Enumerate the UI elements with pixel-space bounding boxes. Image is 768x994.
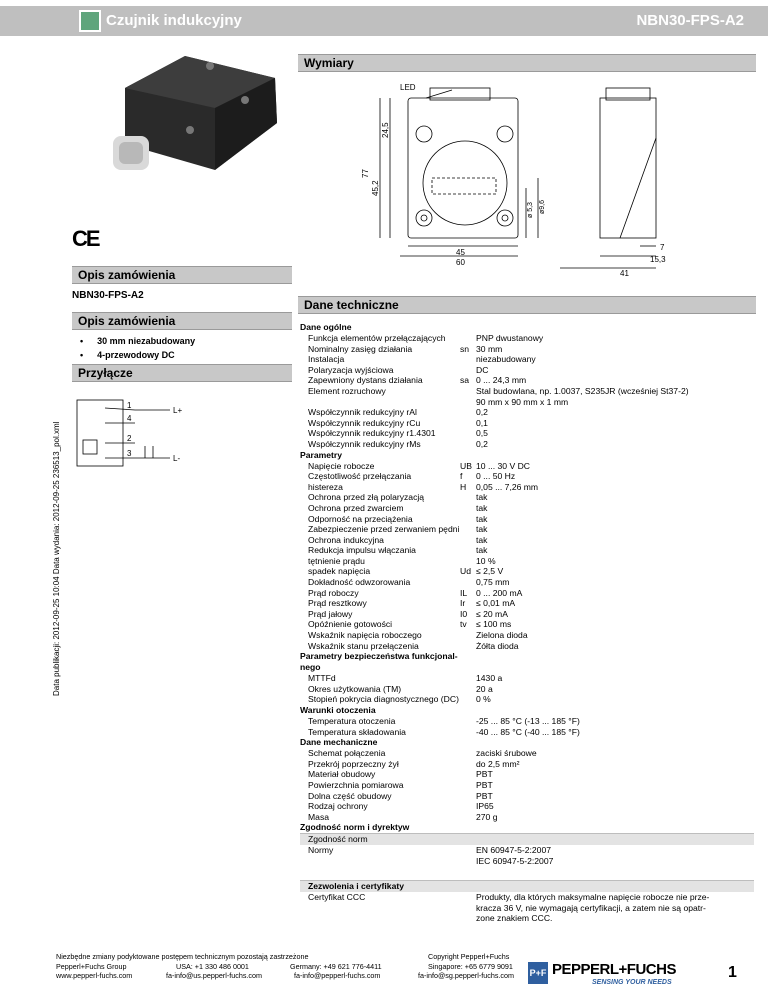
dim-45-2: 45,2 [371, 180, 380, 196]
feature-list [80, 334, 195, 362]
tech-label: Współczynnik redukcyjny r1.4301 [308, 428, 436, 439]
tech-value: -40 ... 85 °C (-40 ... 185 °F) [476, 726, 580, 737]
tech-symbol [460, 673, 476, 684]
tech-symbol [460, 716, 476, 727]
tech-row [300, 333, 754, 344]
tech-value: 0 ... 50 Hz [476, 471, 516, 482]
tech-row [300, 619, 754, 630]
tech-value: -25 ... 85 °C (-13 ... 185 °F) [476, 716, 580, 726]
tech-symbol [460, 812, 476, 823]
wiring-diagram [75, 398, 195, 478]
tech-label: Ochrona przed zwarciem [308, 502, 404, 513]
tech-group-heading: Dane mechaniczne [300, 737, 378, 748]
tech-symbol [460, 769, 476, 780]
tech-value: 1430 a [476, 673, 503, 684]
tech-symbol [460, 365, 476, 376]
tech-label: Rodzaj ochrony [308, 801, 368, 812]
tech-row [300, 545, 754, 556]
footer-usa: USA: +1 330 486 0001 [176, 962, 249, 971]
tech-value: ≤ 0,01 mA [476, 598, 516, 609]
footer-note: Niezbędne zmiany podyktowane postępem technicznym pozostają zastrzeżone [56, 952, 309, 961]
tech-group-heading: Parametry bezpieczeństwa funkcjonal- [300, 651, 458, 662]
tech-value: ≤ 100 ms [476, 619, 512, 630]
publication-info: Data publikacji: 2012-09-25 10:04 Data wydania: 2012-09-25 236513_pol.xml [52, 421, 61, 696]
tech-row [300, 769, 754, 780]
page-number: 1 [728, 964, 737, 981]
tech-value: IP65 [476, 801, 494, 812]
feature-item: • 30 mm niezabudowany [80, 334, 195, 348]
tech-group-heading: Warunki otoczenia [300, 705, 376, 715]
tech-symbol: H [460, 481, 467, 492]
tech-value: PBT [476, 769, 493, 780]
tech-value: 0 % [476, 694, 491, 705]
label-l-plus: L+ [173, 406, 183, 415]
tech-row [300, 791, 754, 802]
tech-row [300, 514, 754, 525]
tech-value: 0,2 [476, 407, 488, 418]
tech-group-heading: nego [300, 662, 321, 673]
tech-value: IEC 60947-5-2:2007 [476, 855, 554, 866]
tech-symbol [460, 524, 476, 535]
tech-value: 20 a [476, 683, 493, 694]
tech-label: histereza [308, 481, 343, 492]
tech-symbol [460, 892, 476, 903]
tech-group-heading: Zezwolenia i certyfikaty [300, 880, 754, 892]
tech-row [300, 598, 754, 609]
tech-label: Prąd jałowy [308, 608, 353, 619]
tech-row [300, 407, 754, 418]
tech-label [300, 903, 460, 914]
tech-value: tak [476, 534, 488, 545]
tech-label: Wskaźnik napięcia roboczego [308, 630, 422, 641]
tech-row [300, 780, 754, 791]
tech-label: Zabezpieczenie przed zerwaniem pędni [308, 524, 460, 535]
tech-label: Częstotliwość przełączania [308, 471, 412, 482]
tech-symbol: Ud [460, 566, 471, 577]
tech-value: 0,1 [476, 417, 488, 428]
tech-label: Prąd roboczy [308, 587, 359, 598]
order-code: NBN30-FPS-A2 [72, 290, 144, 301]
tech-group-heading: Dane ogólne [300, 322, 352, 332]
logo-tagline: SENSING YOUR NEEDS [592, 979, 672, 986]
tech-symbol [460, 577, 476, 588]
tech-value: 270 g [476, 811, 498, 822]
tech-symbol [460, 801, 476, 812]
pin-3: 3 [127, 449, 132, 458]
tech-row [300, 759, 754, 770]
tech-symbol [460, 535, 476, 546]
dimension-drawing [360, 78, 752, 288]
tech-value: Żółta dioda [476, 640, 519, 651]
tech-symbol: tv [460, 619, 467, 630]
pin-4: 4 [127, 414, 132, 423]
tech-row [300, 397, 754, 408]
tech-value: 0 ... 200 mA [476, 587, 523, 598]
tech-label [300, 913, 460, 924]
tech-label: spadek napięcia [308, 566, 371, 577]
tech-value: tak [476, 513, 488, 524]
tech-value: 0,2 [476, 438, 488, 449]
tech-value: do 2,5 mm² [476, 758, 520, 769]
tech-symbol [460, 903, 476, 914]
tech-symbol [460, 694, 476, 705]
tech-row [300, 913, 754, 924]
tech-symbol: Ir [460, 598, 466, 609]
tech-value: tak [476, 502, 488, 513]
ce-mark: CE [72, 226, 99, 251]
tech-row [300, 461, 754, 472]
tech-symbol [460, 780, 476, 791]
tech-row [300, 892, 754, 903]
tech-label: Ochrona przed złą polaryzacją [308, 492, 425, 503]
tech-label: Nominalny zasięg działania [308, 343, 413, 354]
feature-item: • 4-przewodowy DC [80, 348, 195, 362]
tech-value: zaciski śrubowe [476, 748, 537, 759]
section-ordering-features: Opis zamówienia [72, 312, 292, 330]
tech-value: tak [476, 545, 488, 556]
tech-value: 30 mm [476, 343, 503, 354]
tech-label: Prąd resztkowy [308, 598, 367, 609]
tech-label: Napięcie robocze [308, 460, 375, 471]
header-title: Czujnik indukcyjny [106, 12, 242, 29]
tech-symbol [460, 439, 476, 450]
tech-label: Dokładność odwzorowania [308, 577, 411, 588]
tech-label: Zapewniony dystans działania [308, 375, 423, 386]
tech-symbol [460, 428, 476, 439]
tech-subheading: Zgodność norm [300, 833, 754, 845]
tech-row [300, 694, 754, 705]
footer-germany-mail[interactable]: fa-info@pepperl-fuchs.com [294, 971, 381, 980]
footer-group: Pepperl+Fuchs Group [56, 962, 127, 971]
tech-row [300, 556, 754, 567]
tech-row [300, 566, 754, 577]
tech-symbol: I0 [460, 608, 468, 619]
logo-name: PEPPERL+FUCHS [552, 961, 676, 978]
tech-symbol: sn [460, 343, 470, 354]
tech-label [300, 856, 460, 867]
tech-value: tak [476, 524, 488, 535]
tech-label: Powierzchnia pomiarowa [308, 779, 404, 790]
footer-germany: Germany: +49 621 776-4411 [290, 962, 382, 971]
tech-value: 10 % [476, 555, 496, 566]
tech-row [300, 609, 754, 620]
tech-label: Schemat połączenia [308, 748, 386, 759]
logo-mark: P+F [528, 962, 548, 984]
header-accent-square [79, 10, 101, 32]
tech-value: tak [476, 492, 488, 503]
tech-value: PBT [476, 779, 493, 790]
tech-value: Stal budowlana, np. 1.0037, S235JR (wcześniej St37-2) [476, 385, 689, 396]
tech-symbol: IL [460, 587, 468, 598]
dim-77: 77 [361, 169, 370, 178]
tech-symbol [460, 556, 476, 567]
tech-row [300, 856, 754, 867]
tech-label: tętnienie prądu [308, 555, 365, 566]
tech-row [300, 471, 754, 482]
tech-row [300, 845, 754, 856]
tech-label: Instalacja [308, 354, 345, 365]
tech-label: Temperatura składowania [308, 726, 406, 737]
dim-d9-6: ø9,6 [539, 199, 546, 214]
tech-label: Przekrój poprzeczny żył [308, 758, 399, 769]
tech-value: Zielona dioda [476, 630, 528, 641]
tech-label: Wskaźnik stanu przełączenia [308, 640, 419, 651]
tech-symbol [460, 845, 476, 856]
footer-singapore: Singapore: +65 6779 9091 [428, 962, 513, 971]
tech-symbol [460, 913, 476, 924]
tech-row [300, 375, 754, 386]
dim-45: 45 [456, 248, 465, 257]
tech-label: MTTFd [308, 673, 336, 684]
dim-d5-3: ø 5,3 [527, 202, 534, 218]
tech-symbol: UB [460, 460, 472, 471]
tech-label: Materiał obudowy [308, 769, 376, 780]
tech-row [300, 524, 754, 535]
tech-label: Współczynnik redukcyjny rCu [308, 417, 421, 428]
tech-symbol [460, 333, 476, 344]
tech-row [300, 641, 754, 652]
tech-symbol [460, 397, 476, 408]
tech-symbol [460, 759, 476, 770]
tech-symbol [460, 545, 476, 556]
tech-row [300, 386, 754, 397]
tech-symbol [460, 492, 476, 503]
tech-label: Stopień pokrycia diagnostycznego (DC) [308, 694, 459, 705]
tech-row [300, 439, 754, 450]
footer-usa-mail[interactable]: fa-info@us.pepperl-fuchs.com [166, 971, 262, 980]
tech-value: ≤ 20 mA [476, 608, 508, 619]
tech-row [300, 801, 754, 812]
tech-symbol [460, 630, 476, 641]
tech-value: 0,05 ... 7,26 mm [476, 481, 539, 492]
product-photo [105, 48, 285, 188]
tech-gap [300, 866, 754, 878]
tech-label: Współczynnik redukcyjny rMs [308, 438, 421, 449]
tech-label: Normy [308, 844, 334, 855]
tech-value: Produkty, dla których maksymalne napięcie robocze nie prze- [476, 892, 710, 903]
section-ordering: Opis zamówienia [72, 266, 292, 284]
tech-row [300, 365, 754, 376]
tech-symbol [460, 748, 476, 759]
dim-7: 7 [660, 243, 665, 252]
tech-row [300, 727, 754, 738]
tech-value: PBT [476, 790, 493, 801]
tech-label: Masa [308, 811, 330, 822]
section-technical: Dane techniczne [298, 296, 756, 314]
tech-label: Ochrona indukcyjna [308, 534, 384, 545]
tech-row [300, 903, 754, 914]
tech-label: Certyfikat CCC [308, 892, 366, 903]
tech-row [300, 630, 754, 641]
technical-data-table [300, 322, 754, 924]
tech-label: Dolna część obudowy [308, 790, 392, 801]
dim-led: LED [400, 83, 416, 92]
tech-row [300, 673, 754, 684]
tech-value: DC [476, 364, 489, 375]
tech-label: Element rozruchowy [308, 385, 386, 396]
tech-value: PNP dwustanowy [476, 333, 544, 343]
footer-web[interactable]: www.pepperl-fuchs.com [56, 971, 133, 980]
dim-24-5: 24,5 [381, 122, 390, 138]
tech-symbol [460, 684, 476, 695]
tech-symbol: sa [460, 375, 470, 386]
tech-label: Okres użytkowania (TM) [308, 683, 402, 694]
tech-symbol [460, 641, 476, 652]
tech-symbol [460, 418, 476, 429]
tech-label: Współczynnik redukcyjny rAl [308, 407, 417, 418]
tech-value: 0,5 [476, 428, 488, 439]
tech-label: Funkcja elementów przełączających [308, 333, 446, 343]
tech-symbol [460, 514, 476, 525]
tech-value: zone znakiem CCC. [476, 913, 553, 924]
tech-symbol [460, 354, 476, 365]
tech-value: 10 ... 30 V DC [476, 460, 530, 471]
tech-row [300, 588, 754, 599]
dim-15-3: 15,3 [650, 255, 666, 264]
dim-60: 60 [456, 258, 465, 267]
section-dimensions: Wymiary [298, 54, 756, 72]
tech-row [300, 354, 754, 365]
tech-label: Redukcja impulsu włączania [308, 545, 416, 556]
tech-row [300, 812, 754, 823]
tech-label: Opóźnienie gotowości [308, 619, 393, 630]
tech-row [300, 482, 754, 493]
tech-row [300, 716, 754, 727]
tech-value: 90 mm x 90 mm x 1 mm [476, 396, 569, 407]
footer-singapore-mail[interactable]: fa-info@sg.pepperl-fuchs.com [418, 971, 514, 980]
tech-label: Polaryzacja wyjściowa [308, 364, 394, 375]
tech-value: 0,75 mm [476, 577, 510, 588]
tech-value: kracza 36 V, nie wymagają certyfikacji, a zatem nie są opatr- [476, 902, 706, 913]
tech-symbol [460, 503, 476, 514]
tech-row [300, 492, 754, 503]
tech-symbol [460, 856, 476, 867]
header-bar [0, 0, 768, 40]
tech-value: niezabudowany [476, 354, 536, 365]
tech-row [300, 577, 754, 588]
tech-row [300, 503, 754, 514]
tech-row [300, 535, 754, 546]
footer-copyright: Copyright Pepperl+Fuchs [428, 952, 510, 961]
tech-row [300, 748, 754, 759]
tech-row [300, 344, 754, 355]
tech-symbol [460, 407, 476, 418]
pin-2: 2 [127, 434, 132, 443]
header-code: NBN30-FPS-A2 [636, 12, 744, 29]
tech-group-heading: Parametry [300, 449, 343, 460]
tech-symbol: f [460, 471, 463, 482]
tech-symbol [460, 727, 476, 738]
tech-row [300, 684, 754, 695]
tech-row [300, 428, 754, 439]
tech-label: Odporność na przeciążenia [308, 513, 413, 524]
tech-symbol [460, 386, 476, 397]
section-connection: Przyłącze [72, 364, 292, 382]
label-l-minus: L- [173, 454, 181, 463]
tech-label: Temperatura otoczenia [308, 716, 396, 726]
dim-41: 41 [620, 269, 629, 278]
tech-value: ≤ 2,5 V [476, 566, 504, 577]
tech-value: 0 ... 24,3 mm [476, 375, 527, 386]
tech-symbol [460, 791, 476, 802]
tech-row [300, 418, 754, 429]
tech-group-heading: Zgodność norm i dyrektyw [300, 822, 410, 833]
tech-label [300, 397, 460, 408]
pin-1: 1 [127, 401, 132, 410]
tech-value: EN 60947-5-2:2007 [476, 844, 552, 855]
